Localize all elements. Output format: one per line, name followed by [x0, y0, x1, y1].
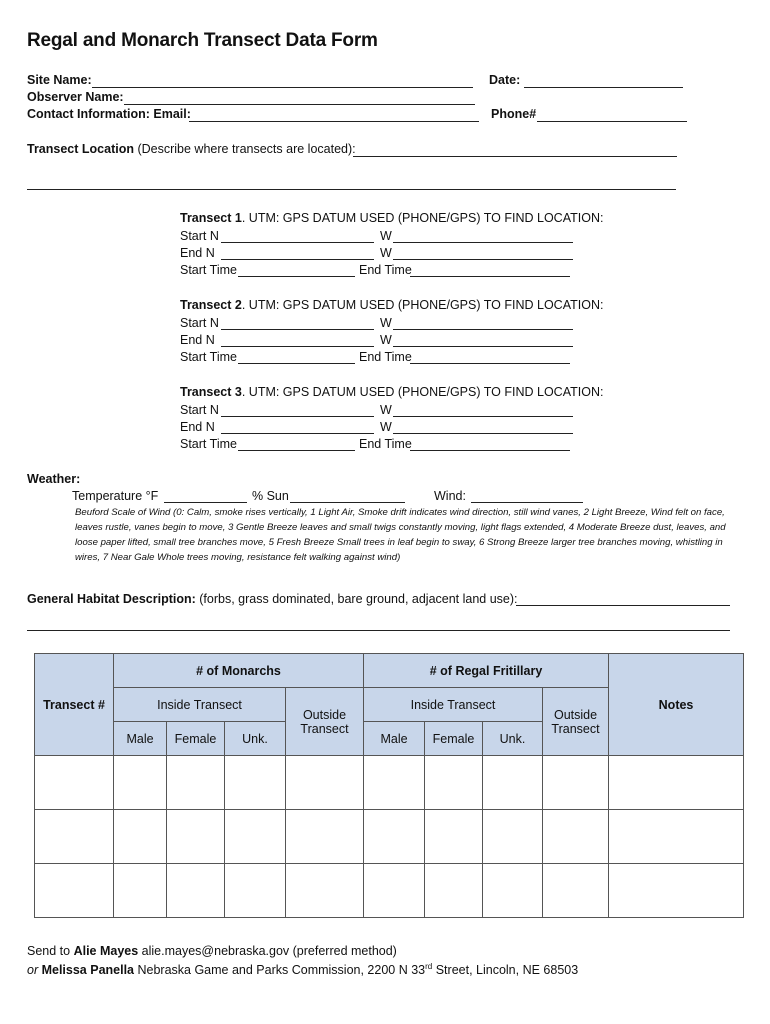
transect-1-start-w-label: W — [380, 229, 392, 243]
transect-1-start-n-field[interactable] — [221, 242, 374, 243]
table-cell[interactable] — [35, 756, 114, 810]
regal-outside-header: Outside Transect — [543, 688, 609, 756]
transect-3-end-time-label: End Time — [359, 437, 412, 451]
site-name-field[interactable] — [92, 87, 473, 88]
transect-2-start-n-field[interactable] — [221, 329, 374, 330]
date-field[interactable] — [524, 87, 683, 88]
transect-1-start-time-label: Start Time — [180, 263, 237, 277]
table-cell[interactable] — [609, 756, 744, 810]
transect-3-start-w-field[interactable] — [393, 416, 573, 417]
transect-2-start-w-field[interactable] — [393, 329, 573, 330]
form-title: Regal and Monarch Transect Data Form — [27, 30, 378, 51]
observer-field[interactable] — [124, 104, 475, 105]
sun-field[interactable] — [290, 502, 405, 503]
table-cell[interactable] — [114, 810, 167, 864]
transect-location-field[interactable] — [353, 156, 677, 157]
phone-label: Phone# — [491, 107, 537, 121]
table-cell[interactable] — [543, 864, 609, 918]
transect-location-field-2[interactable] — [27, 189, 676, 190]
transect-3-start-time-field[interactable] — [238, 450, 355, 451]
transect-1-heading: Transect 1. UTM: GPS DATUM USED (PHONE/GPS) TO FIND LOCATION: — [180, 211, 604, 225]
monarch-female-header: Female — [167, 722, 225, 756]
transect-3-end-time-field[interactable] — [410, 450, 570, 451]
wind-field[interactable] — [471, 502, 583, 503]
table-cell[interactable] — [483, 756, 543, 810]
contact-name-1: Alie Mayes — [73, 944, 139, 958]
transect-2-end-time-field[interactable] — [410, 363, 570, 364]
transect-location-hint: (Describe where transects are located): — [137, 142, 356, 156]
sun-label: % Sun — [252, 489, 289, 503]
regal-male-header: Male — [364, 722, 425, 756]
transect-3-end-w-field[interactable] — [393, 433, 573, 434]
table-cell[interactable] — [35, 810, 114, 864]
table-cell[interactable] — [225, 864, 286, 918]
transect-2-start-w-label: W — [380, 316, 392, 330]
transect-2-end-time-label: End Time — [359, 350, 412, 364]
table-cell[interactable] — [225, 810, 286, 864]
footer-line-1: Send to Alie Mayes alie.mayes@nebraska.gov (preferred method) — [27, 944, 397, 958]
table-cell[interactable] — [425, 864, 483, 918]
table-cell[interactable] — [167, 810, 225, 864]
table-cell[interactable] — [543, 810, 609, 864]
regal-header: # of Regal Fritillary — [364, 654, 609, 688]
monarch-outside-header: Outside Transect — [286, 688, 364, 756]
transect-2-end-n-label: End N — [180, 333, 215, 347]
transect-3-end-n-label: End N — [180, 420, 215, 434]
table-cell[interactable] — [286, 810, 364, 864]
transect-location-row — [27, 142, 356, 156]
regal-unk-header: Unk. — [483, 722, 543, 756]
regal-female-header: Female — [425, 722, 483, 756]
monarch-male-header: Male — [114, 722, 167, 756]
table-cell[interactable] — [225, 756, 286, 810]
monarch-unk-header: Unk. — [225, 722, 286, 756]
transect-location-label: Transect Location — [27, 142, 134, 156]
table-cell[interactable] — [167, 864, 225, 918]
transect-2-end-n-field[interactable] — [221, 346, 374, 347]
contact-name-2: Melissa Panella — [38, 963, 135, 978]
table-row — [35, 864, 744, 918]
transect-3-start-w-label: W — [380, 403, 392, 417]
transect-3-end-n-field[interactable] — [221, 433, 374, 434]
monarchs-header: # of Monarchs — [114, 654, 364, 688]
transect-2-start-time-label: Start Time — [180, 350, 237, 364]
footer-line-2: or Melissa Panella Nebraska Game and Parks Commission, 2200 N 33rd Street, Lincoln, NE 68503 — [27, 962, 579, 978]
transect-1-end-w-field[interactable] — [393, 259, 573, 260]
transect-3-end-w-label: W — [380, 420, 392, 434]
table-cell[interactable] — [425, 810, 483, 864]
date-label: Date: — [489, 73, 521, 87]
table-cell[interactable] — [483, 864, 543, 918]
contact-label: Contact Information: Email: — [27, 107, 191, 121]
observer-label: Observer Name: — [27, 90, 124, 104]
transect-3-heading: Transect 3. UTM: GPS DATUM USED (PHONE/GPS) TO FIND LOCATION: — [180, 385, 604, 399]
habitat-hint: (forbs, grass dominated, bare ground, adjacent land use): — [195, 592, 518, 606]
transect-2-start-time-field[interactable] — [238, 363, 355, 364]
transect-1-end-w-label: W — [380, 246, 392, 260]
transect-2-end-w-field[interactable] — [393, 346, 573, 347]
table-cell[interactable] — [483, 810, 543, 864]
table-cell[interactable] — [364, 756, 425, 810]
table-cell[interactable] — [425, 756, 483, 810]
transect-3-start-time-label: Start Time — [180, 437, 237, 451]
table-cell[interactable] — [609, 810, 744, 864]
table-cell[interactable] — [286, 756, 364, 810]
table-row — [35, 810, 744, 864]
beaufort-scale-note: Beuford Scale of Wind (0: Calm, smoke rises vertically, 1 Light Air, Smoke drift indicates wind direction, still wind vanes, 2 Light Breeze, Wind felt on face, leaves rustle, vanes begin to move, 3 Gentle Breeze leaves and small twigs constantly moving, light flags extended, 4 Moderate Breeze dust, leaves, and loose paper lifted, small tree branches move, 5 Fresh Breeze Small trees in leaf begin to sway, 6 Strong Breeze larger tree branches moving, whistling in wires, 7 Near Gale Whole trees moving, resistance felt walking against wind) — [75, 507, 726, 563]
transect-1-end-time-label: End Time — [359, 263, 412, 277]
email-field[interactable] — [189, 121, 479, 122]
habitat-field[interactable] — [516, 605, 730, 606]
table-cell[interactable] — [543, 756, 609, 810]
table-cell[interactable] — [286, 864, 364, 918]
table-cell[interactable] — [114, 756, 167, 810]
transect-col-header: Transect # — [35, 654, 114, 756]
transect-1-start-n-label: Start N — [180, 229, 219, 243]
transect-1-end-time-field[interactable] — [410, 276, 570, 277]
transect-1-start-w-field[interactable] — [393, 242, 573, 243]
habitat-label: General Habitat Description: — [27, 592, 196, 606]
table-cell[interactable] — [609, 864, 744, 918]
table-cell[interactable] — [114, 864, 167, 918]
temperature-label: Temperature °F — [72, 489, 159, 503]
table-cell[interactable] — [364, 864, 425, 918]
transect-2-start-n-label: Start N — [180, 316, 219, 330]
monarch-inside-header: Inside Transect — [114, 688, 286, 722]
wind-label: Wind: — [434, 489, 466, 503]
site-name-label: Site Name: — [27, 73, 92, 87]
weather-label: Weather: — [27, 472, 81, 486]
count-table — [34, 653, 744, 918]
phone-field[interactable] — [537, 121, 687, 122]
transect-1-start-time-field[interactable] — [238, 276, 355, 277]
contact-email: alie.mayes@nebraska.gov (preferred method) — [138, 944, 397, 958]
habitat-row — [27, 592, 518, 606]
temperature-field[interactable] — [164, 502, 247, 503]
regal-inside-header: Inside Transect — [364, 688, 543, 722]
table-cell[interactable] — [35, 864, 114, 918]
table-row — [35, 756, 744, 810]
transect-1-end-n-label: End N — [180, 246, 215, 260]
transect-2-heading: Transect 2. UTM: GPS DATUM USED (PHONE/GPS) TO FIND LOCATION: — [180, 298, 604, 312]
transect-2-end-w-label: W — [380, 333, 392, 347]
notes-header: Notes — [609, 654, 744, 756]
transect-3-start-n-label: Start N — [180, 403, 219, 417]
transect-3-start-n-field[interactable] — [221, 416, 374, 417]
table-cell[interactable] — [167, 756, 225, 810]
transect-1-end-n-field[interactable] — [221, 259, 374, 260]
habitat-field-2[interactable] — [27, 630, 730, 631]
table-cell[interactable] — [364, 810, 425, 864]
